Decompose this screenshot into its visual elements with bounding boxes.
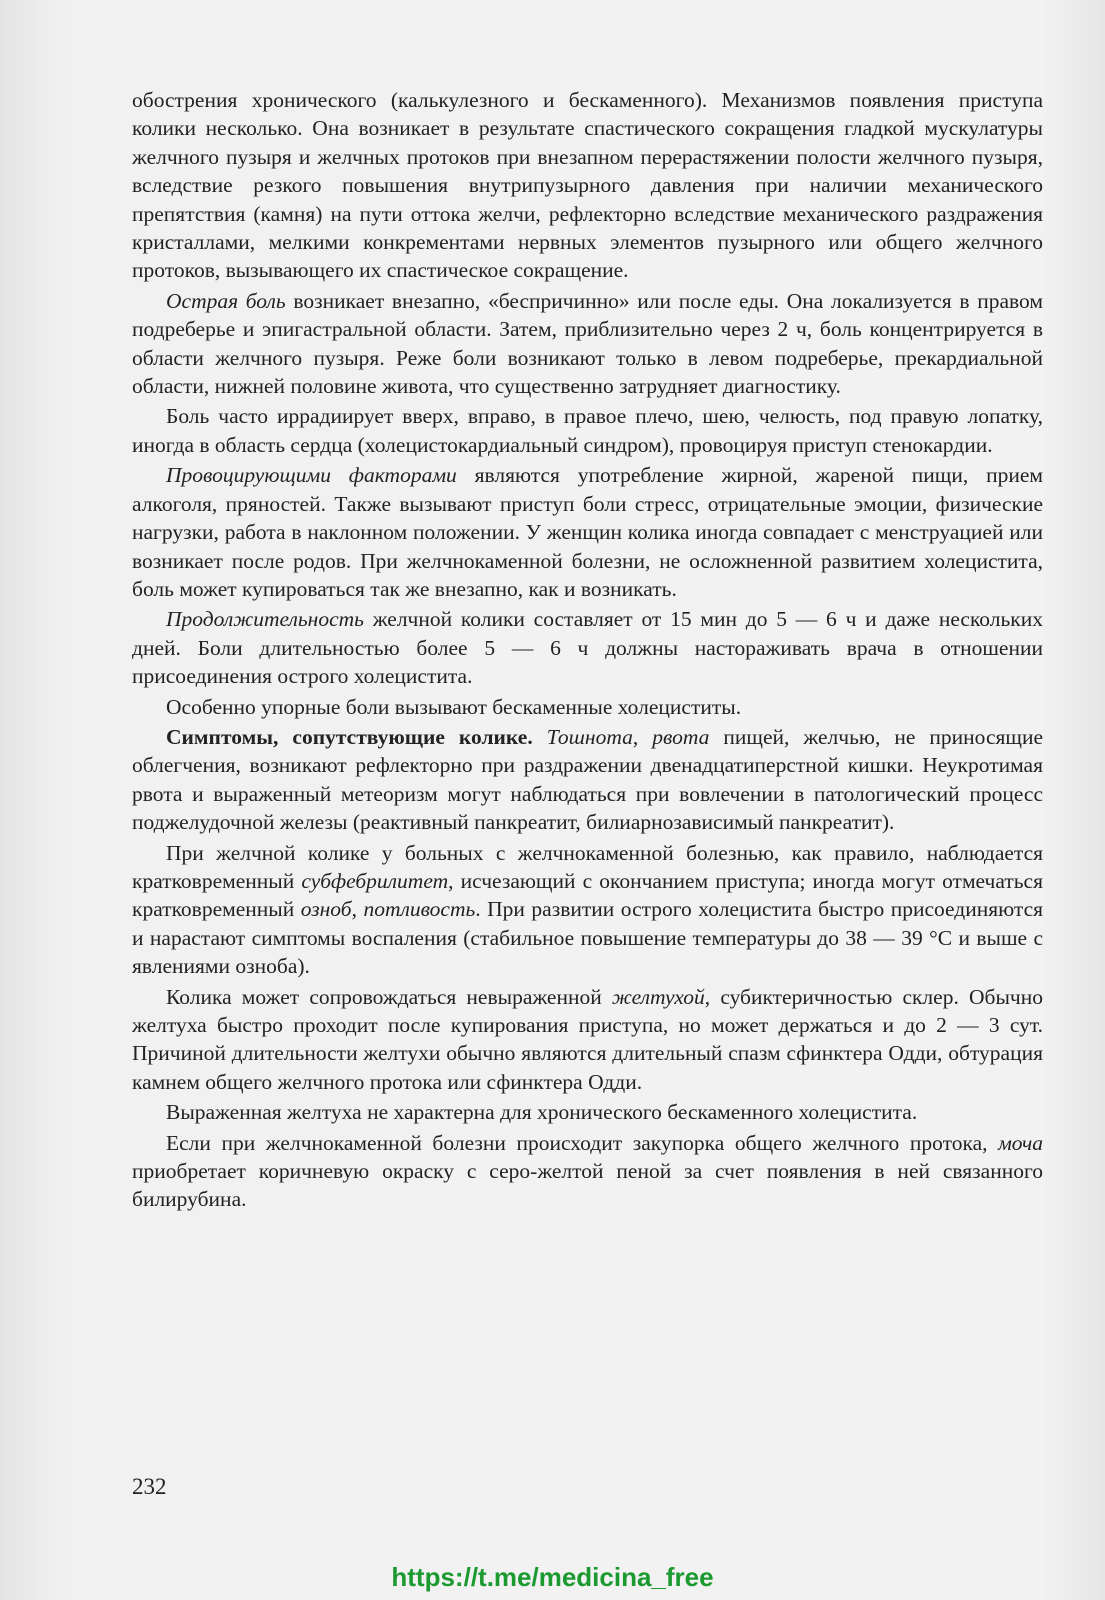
text-run: желчной колики составляет от 15 мин до 5 — 6 ч и даже нескольких дней. Боли длительностью более 5 — 6 ч должны настораживать врача в отношении присоединения острого холецистита. xyxy=(132,607,1043,689)
italic-term: озноб xyxy=(300,897,352,922)
paragraph xyxy=(132,605,1043,690)
paragraph xyxy=(132,723,1043,837)
body-text xyxy=(132,86,1043,1216)
text-run: пищей, желчью, не приносящие облегчения, возникают рефлекторно при раздражении двенадцатиперстной кишки. Неукротимая рвота и выраженный метеоризм могут наблюдаться при вовлечении в патологический процесс поджелудочной железы (реактивный панкреатит, билиарнозависимый панкреатит). xyxy=(132,724,1044,835)
page-number: 232 xyxy=(132,1474,167,1499)
text-run: Особенно упорные боли вызывают бескаменные холециститы. xyxy=(166,694,742,719)
text-run: приобретает коричневую окраску с серо-желтой пеной за счет появления в ней связанного билирубина. xyxy=(132,1159,1043,1212)
text-run: Выраженная желтуха не характерна для хронического бескаменного холецистита. xyxy=(166,1100,918,1125)
paragraph xyxy=(132,1098,1043,1126)
text-run: , xyxy=(351,897,364,922)
text-run: возникает внезапно, «беспричинно» или после еды. Она локализуется в правом подреберье и эпигастральной области. Затем, приблизительно через 2 ч, боль концентрируется в области желчного пузыря. Реже боли возникают только в левом подреберье, прекардиальной области, нижней половине живота, что существенно затрудняет диагностику. xyxy=(132,288,1043,399)
text-run: , субиктеричностью склер. Обычно желтуха быстро проходит после купирования приступа, но может держаться и до 2 — 3 сут. Причиной длительности желтухи обычно являются длительный спазм сфинктера Одди, обтурация камнем общего желчного протока или сфинктера Одди. xyxy=(132,984,1043,1094)
bold-heading: Симптомы, сопутствующие колике. xyxy=(166,724,533,749)
italic-term: рвота xyxy=(652,724,710,749)
paragraph xyxy=(132,693,1043,721)
text-run: обострения хронического (калькулезного и бескаменного). Механизмов появления приступа колики несколько. Она возникает в результате спастического сокращения гладкой мускулатуры желчного пузыря и желчных протоков при внезапном перерастяжении полости желчного пузыря, вследствие резкого повышения внутрипузырного давления при наличии механического препятствия (камня) на пути оттока желчи, рефлекторно вследствие механического раздражения кристаллами, мелкими конкрементами нервных элементов пузырного или общего желчного протоков, вызывающего их спастическое сокращение. xyxy=(132,88,1043,283)
text-run: При желчной колике у больных с желчнокаменной болезнью, как правило, наблюдается кратковременный xyxy=(132,840,1043,893)
italic-term: Продолжительность xyxy=(166,607,364,632)
italic-term: Провоцирующими факторами xyxy=(166,463,457,488)
italic-term: субфебрилитет xyxy=(301,868,449,893)
italic-term: желтухой xyxy=(611,984,705,1009)
text-run: , xyxy=(632,724,653,749)
text-run xyxy=(533,725,547,749)
paragraph xyxy=(132,839,1043,981)
paragraph xyxy=(132,461,1043,603)
text-run: Боль часто иррадиирует вверх, вправо, в правое плечо, шею, челюсть, под правую лопатку, иногда в область сердца (холецистокардиальный синдром), провоцируя приступ стенокардии. xyxy=(132,404,1043,457)
paragraph xyxy=(132,86,1043,285)
paragraph xyxy=(132,983,1043,1097)
italic-term: моча xyxy=(998,1130,1043,1155)
footer-link[interactable]: https://t.me/medicina_free xyxy=(391,1562,714,1592)
paragraph xyxy=(132,1129,1043,1214)
text-run: являются употребление жирной, жареной пищи, прием алкоголя, пряностей. Также вызывают приступ боли стресс, отрицательные эмоции, физические нагрузки, работа в наклонном положении. У женщин колика иногда совпадает с менструацией или возникает после родов. При желчнокаменной болезни, не осложненной развитием холецистита, боль может купироваться так же внезапно, как и возникать. xyxy=(132,463,1043,601)
italic-term: потливость xyxy=(363,897,476,922)
text-run: . При развитии острого холецистита быстро присоединяются и нарастают симптомы воспаления (стабильное повышение температуры до 38 — 39 °С и выше с явлениями озноба). xyxy=(132,897,1044,979)
paragraph xyxy=(132,402,1043,459)
paragraph xyxy=(132,287,1043,401)
text-run: Колика может сопровождаться невыраженной xyxy=(166,984,612,1009)
italic-term: Тошнота xyxy=(546,724,633,749)
text-run: Если при желчнокаменной болезни происходит закупорка общего желчного протока, xyxy=(166,1130,999,1155)
italic-term: Острая боль xyxy=(166,288,286,313)
text-run: , исчезающий с окончанием приступа; иногда могут отмечаться кратковременный xyxy=(132,868,1043,922)
